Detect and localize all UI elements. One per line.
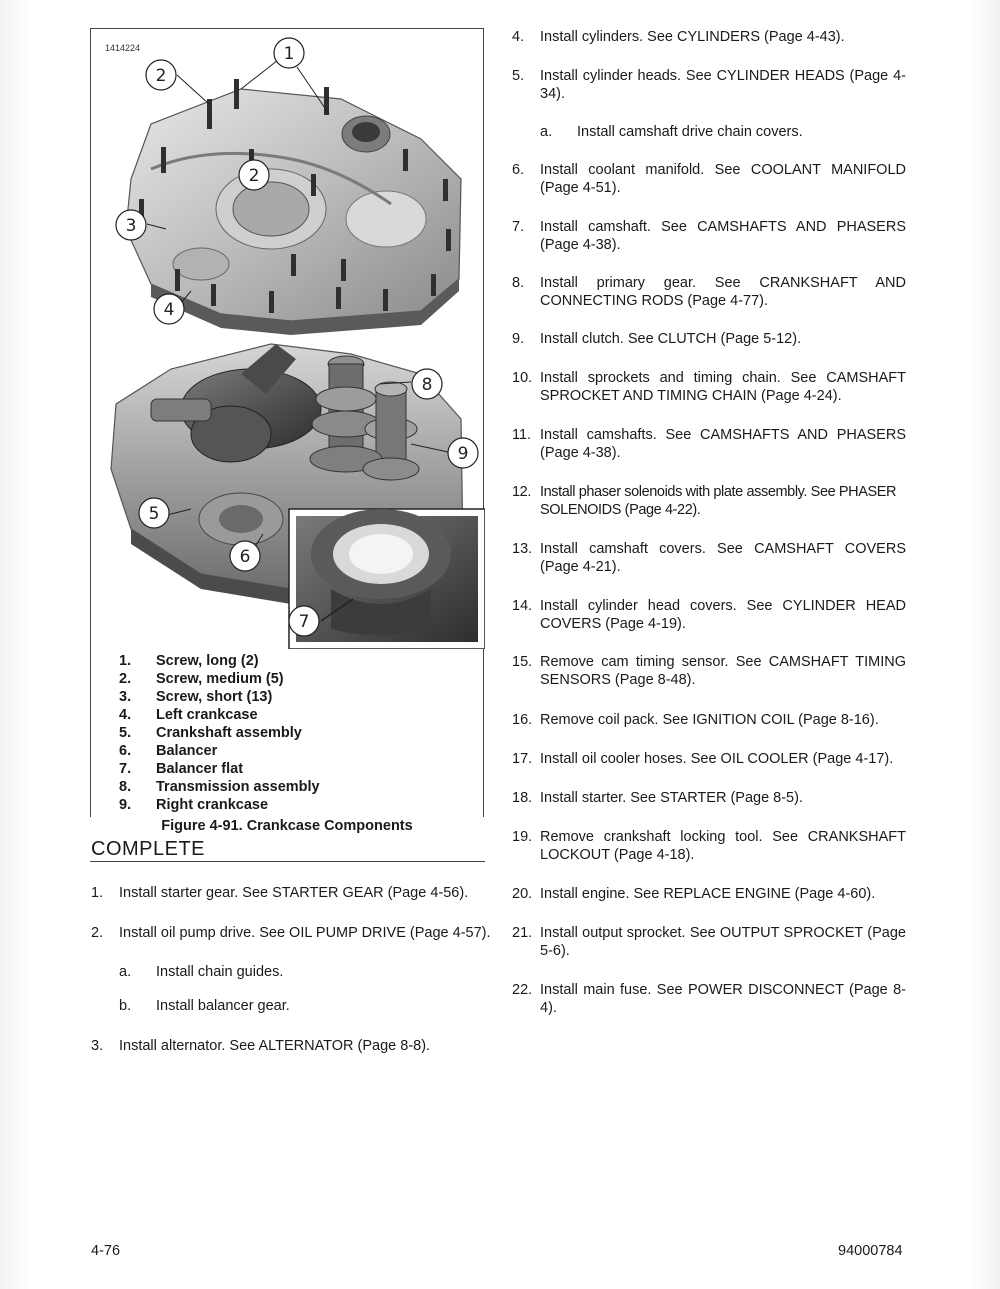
callout-2-center: 2 xyxy=(248,166,260,186)
callout-7: 7 xyxy=(298,612,310,632)
legend-item: 5. Crankshaft assembly xyxy=(119,725,302,741)
list-item: 18. Install starter. See STARTER (Page 8-5). xyxy=(512,790,803,806)
list-item: 16. Remove coil pack. See IGNITION COIL (Page 8-16). xyxy=(512,712,879,728)
page-number: 4-76 xyxy=(91,1243,121,1259)
callout-5: 5 xyxy=(148,504,160,524)
list-item: 20. Install engine. See REPLACE ENGINE (Page 4-60). xyxy=(512,886,876,902)
list-item: 8. Install primary gear. See CRANKSHAFT AND CONNECTING RODS (Page 4-77). xyxy=(512,275,906,309)
list-item: 9. Install clutch. See CLUTCH (Page 5-12). xyxy=(512,331,802,347)
figure-legend xyxy=(119,652,320,814)
callout-6: 6 xyxy=(239,547,251,567)
callout-4: 4 xyxy=(163,300,175,320)
document-number: 94000784 xyxy=(838,1243,903,1259)
legend-item: 7. Balancer flat xyxy=(119,761,244,777)
list-item: 7. Install camshaft. See CAMSHAFTS AND PHASERS (Page 4-38). xyxy=(512,219,906,253)
legend-item: 9. Right crankcase xyxy=(119,797,269,813)
section-divider xyxy=(90,861,485,862)
legend-item: 8. Transmission assembly xyxy=(119,779,320,795)
list-item: 15. Remove cam timing sensor. See CAMSHAFT TIMING SENSORS (Page 8-48). xyxy=(512,654,906,688)
crankcase-illustration xyxy=(91,29,485,649)
list-item: b. Install balancer gear. xyxy=(119,998,290,1014)
list-item: 13. Install camshaft covers. See CAMSHAFT COVERS (Page 4-21). xyxy=(512,541,906,575)
list-item: 1. Install starter gear. See STARTER GEAR (Page 4-56). xyxy=(91,885,469,901)
callout-9: 9 xyxy=(457,444,469,464)
callout-3: 3 xyxy=(125,216,137,236)
list-item: a. Install chain guides. xyxy=(119,964,284,980)
callout-2-upper: 2 xyxy=(155,66,167,86)
list-item: 3. Install alternator. See ALTERNATOR (Page 8-8). xyxy=(91,1038,431,1054)
list-item: 11. Install camshafts. See CAMSHAFTS AND PHASERS (Page 4-38). xyxy=(512,427,906,461)
list-item: 10. Install sprockets and timing chain. See CAMSHAFT SPROCKET AND TIMING CHAIN (Page 4-24). xyxy=(512,370,906,404)
list-item: 17. Install oil cooler hoses. See OIL COOLER (Page 4-17). xyxy=(512,751,894,767)
list-item: a. Install camshaft drive chain covers. xyxy=(540,124,803,140)
figure-id-label: 1414224 xyxy=(105,43,141,53)
list-item: 12. Install phaser solenoids with plate assembly. See PHASER SOLENOIDS (Page 4-22). xyxy=(512,484,897,518)
list-item: 5. Install cylinder heads. See CYLINDER HEADS (Page 4-34). xyxy=(512,68,906,102)
figure-crankcase-components xyxy=(90,28,484,817)
section-heading: COMPLETE xyxy=(91,838,206,860)
legend-item: 2. Screw, medium (5) xyxy=(119,671,284,687)
legend-item: 4. Left crankcase xyxy=(119,707,258,723)
list-item: 6. Install coolant manifold. See COOLANT MANIFOLD (Page 4-51). xyxy=(512,162,906,196)
figure-caption: Figure 4-91. Crankcase Components xyxy=(161,818,413,834)
list-item: 4. Install cylinders. See CYLINDERS (Page 4-43). xyxy=(512,29,845,45)
list-item: 22. Install main fuse. See POWER DISCONNECT (Page 8-4). xyxy=(512,982,906,1016)
legend-item: 3. Screw, short (13) xyxy=(119,689,273,705)
legend-item: 1. Screw, long (2) xyxy=(119,653,259,669)
callout-8: 8 xyxy=(421,375,433,395)
list-item: 19. Remove crankshaft locking tool. See CRANKSHAFT LOCKOUT (Page 4-18). xyxy=(512,829,906,863)
list-item: 2. Install oil pump drive. See OIL PUMP DRIVE (Page 4-57). xyxy=(91,925,491,941)
list-item: 14. Install cylinder head covers. See CYLINDER HEAD COVERS (Page 4-19). xyxy=(512,598,906,632)
balancer-flat-inset xyxy=(289,509,485,649)
list-item: 21. Install output sprocket. See OUTPUT SPROCKET (Page 5-6). xyxy=(512,925,906,959)
legend-item: 6. Balancer xyxy=(119,743,218,759)
callout-1: 1 xyxy=(283,44,295,64)
